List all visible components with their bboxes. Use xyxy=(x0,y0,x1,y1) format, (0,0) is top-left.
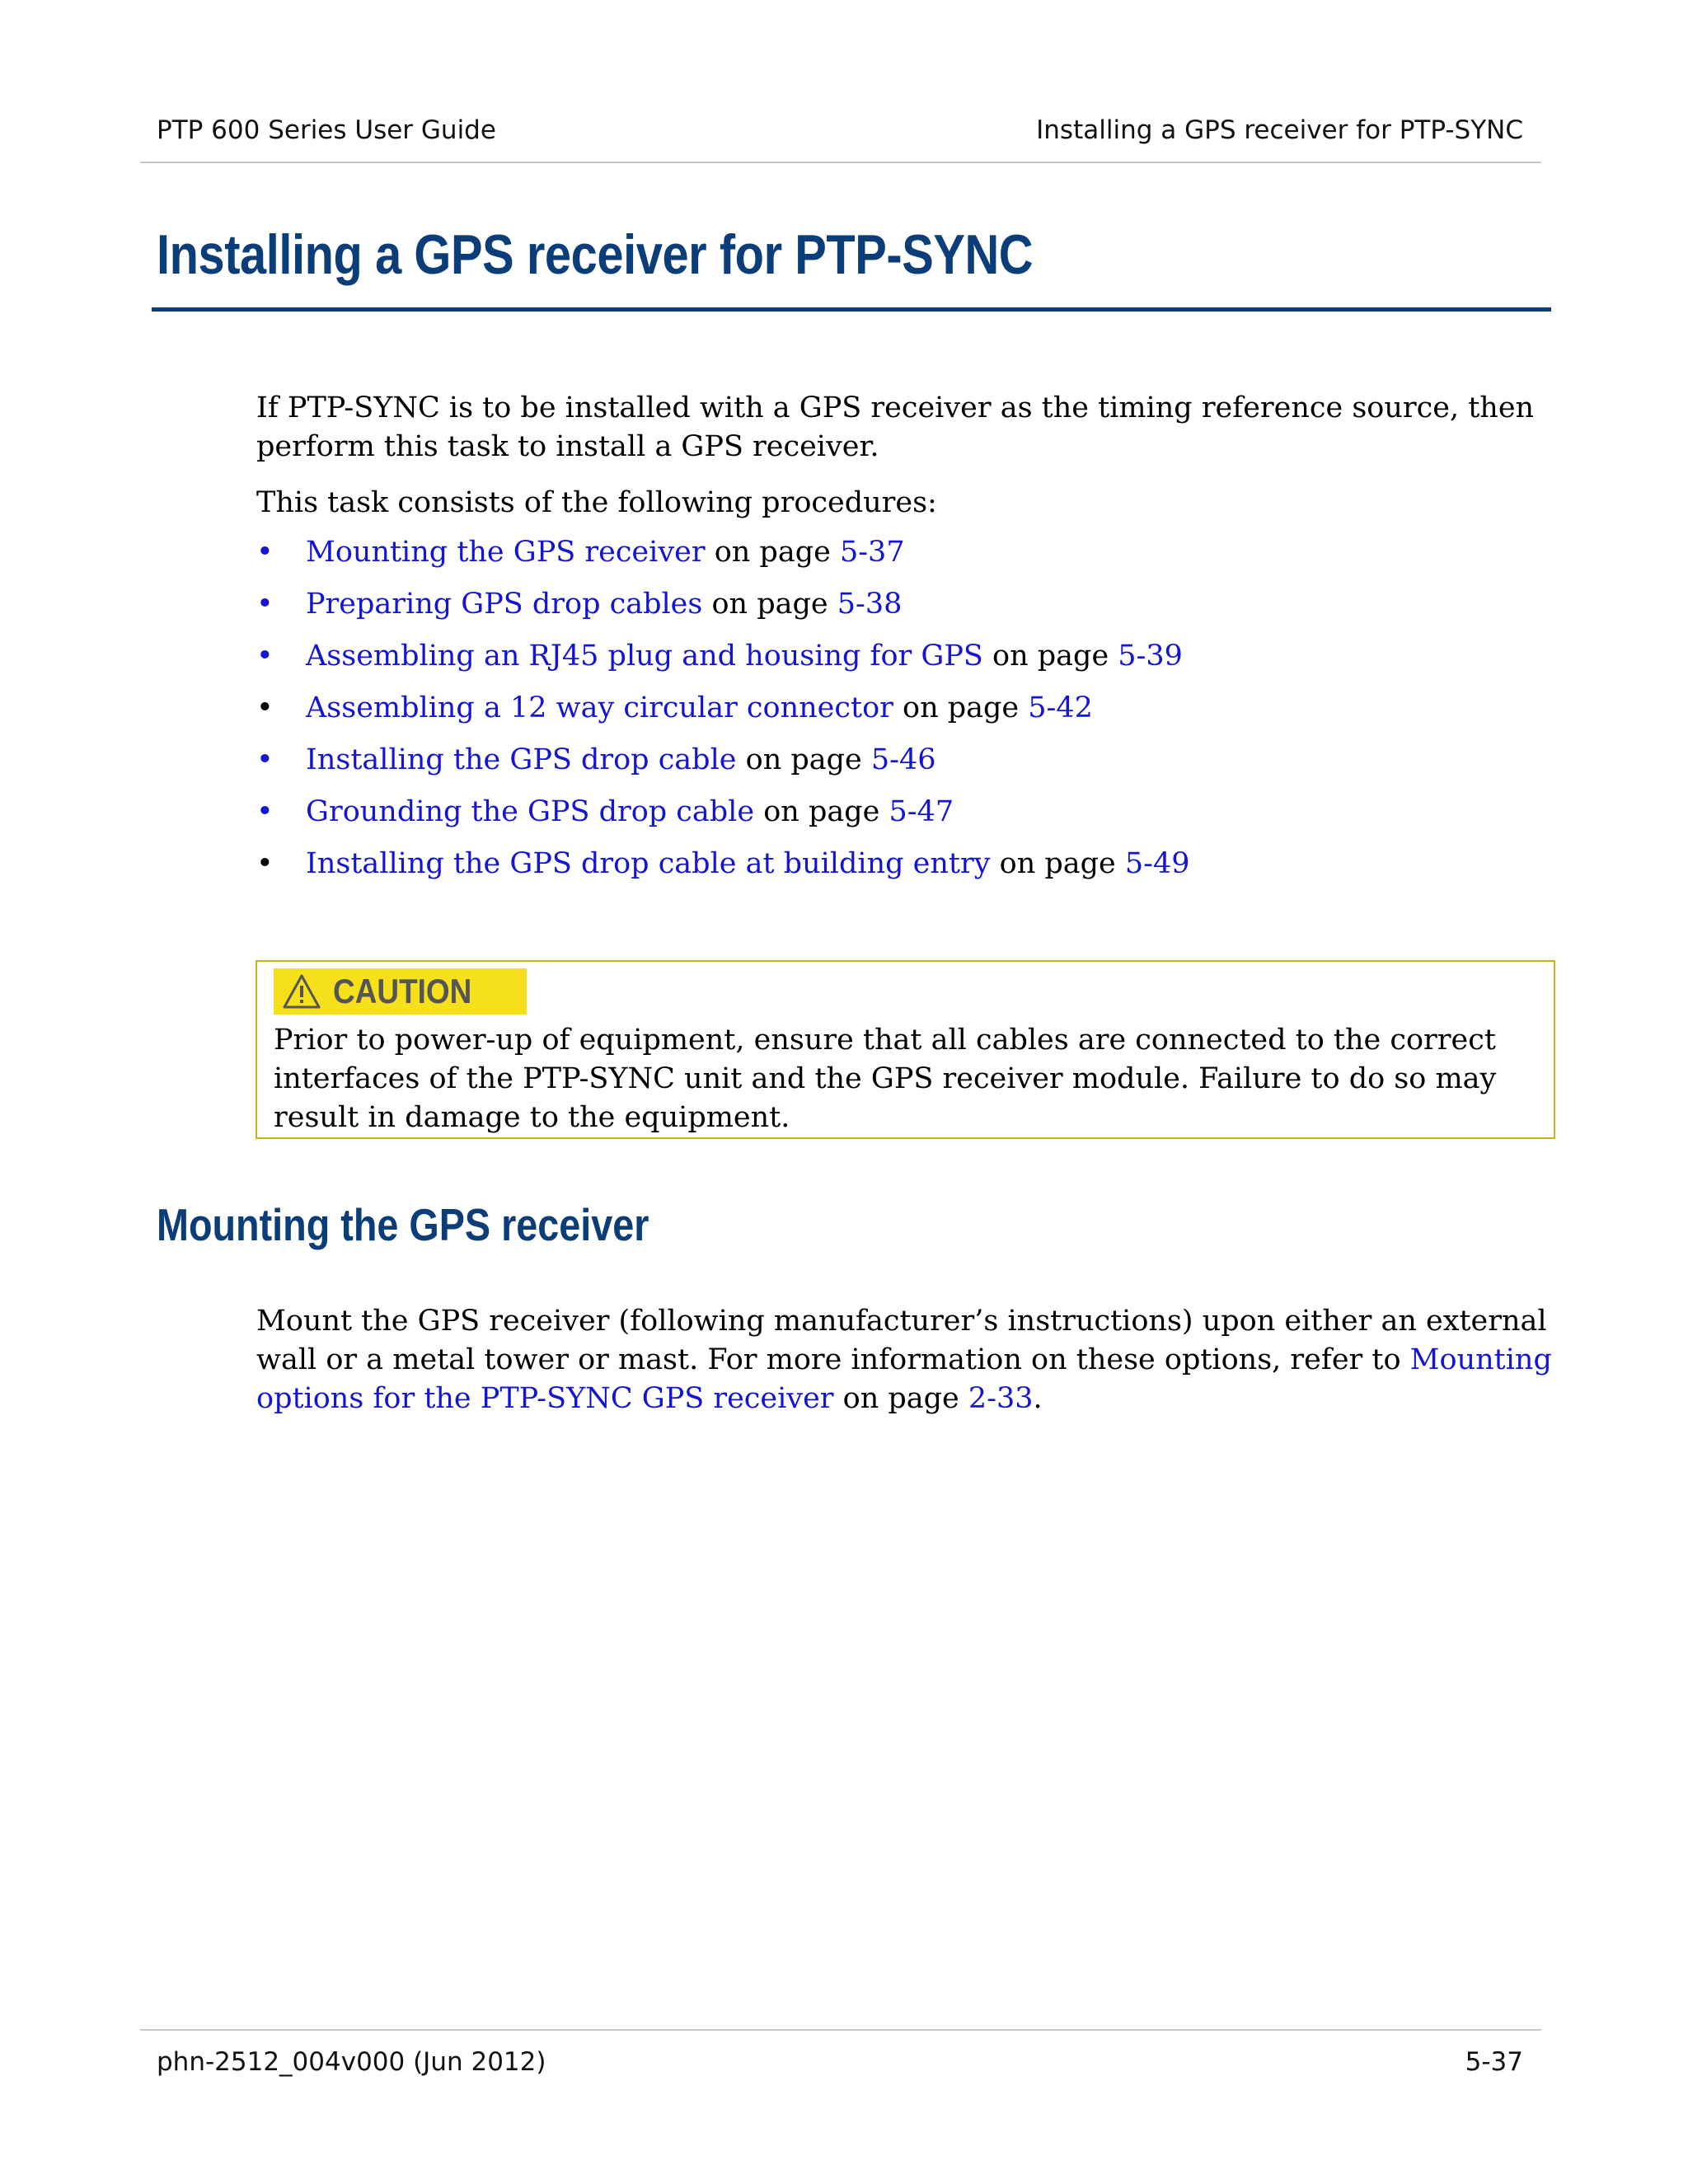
list-item xyxy=(256,533,1190,585)
bullet: • xyxy=(256,795,274,828)
page-ref-link[interactable]: 5-39 xyxy=(1118,640,1183,673)
mounting-options-link[interactable]: Mounting options for the PTP-SYNC GPS receiver xyxy=(256,1343,1552,1415)
footer-doc-id: phn-2512_004v000 (Jun 2012) xyxy=(157,2047,546,2077)
list-item xyxy=(256,585,1190,637)
on-page-text: on page xyxy=(736,743,871,776)
on-page-text: on page xyxy=(702,588,837,621)
list-item xyxy=(256,793,1190,845)
procedure-link[interactable]: Assembling a 12 way circular connector xyxy=(306,691,893,724)
procedure-link[interactable]: Mounting the GPS receiver xyxy=(306,536,706,569)
header-divider xyxy=(140,162,1541,163)
footer-page-number: 5-37 xyxy=(1465,2047,1523,2077)
page-title: Installing a GPS receiver for PTP-SYNC xyxy=(157,223,1034,286)
page-ref-link[interactable]: 5-49 xyxy=(1124,847,1190,880)
procedure-link[interactable]: Grounding the GPS drop cable xyxy=(306,795,755,828)
bullet: • xyxy=(256,847,274,880)
period-text: . xyxy=(1033,1382,1043,1415)
on-page-text: on page xyxy=(893,691,1029,724)
procedure-link[interactable]: Preparing GPS drop cables xyxy=(306,588,703,621)
on-page-text: on page xyxy=(705,536,840,569)
footer-divider xyxy=(140,2029,1541,2031)
caution-label: CAUTION xyxy=(333,972,472,1010)
caution-box xyxy=(256,960,1555,1139)
procedure-link[interactable]: Assembling an RJ45 plug and housing for GPS xyxy=(306,640,983,673)
page-ref-link[interactable]: 5-38 xyxy=(837,588,903,621)
procedures-intro: This task consists of the following procedures: xyxy=(256,486,937,519)
list-item xyxy=(256,845,1190,897)
on-page-text: on page xyxy=(990,847,1125,880)
page-ref-link[interactable]: 5-46 xyxy=(870,743,936,776)
list-item xyxy=(256,637,1190,689)
intro-paragraph: If PTP-SYNC is to be installed with a GPS receiver as the timing reference source, then perform this task to install a GPS receiver. xyxy=(256,391,1535,463)
mounting-text: Mount the GPS receiver (following manufacturer’s instructions) upon either an external wall or a metal tower or mast. For more information on these options, refer to xyxy=(256,1305,1547,1376)
list-item xyxy=(256,741,1190,793)
page-ref-link[interactable]: 2-33 xyxy=(968,1382,1034,1415)
page-ref-link[interactable]: 5-47 xyxy=(889,795,954,828)
bullet: • xyxy=(256,536,274,569)
bullet: • xyxy=(256,640,274,673)
header-guide-title: PTP 600 Series User Guide xyxy=(157,115,496,145)
procedure-link[interactable]: Installing the GPS drop cable at building entry xyxy=(306,847,991,880)
on-page-text: on page xyxy=(754,795,889,828)
on-page-text: on page xyxy=(982,640,1118,673)
caution-badge xyxy=(274,968,527,1015)
page-ref-link[interactable]: 5-37 xyxy=(839,536,905,569)
mounting-paragraph xyxy=(256,1302,1559,1418)
bullet: • xyxy=(256,588,274,621)
title-underline xyxy=(152,307,1551,312)
on-page-text: on page xyxy=(833,1382,968,1415)
caution-text: Prior to power-up of equipment, ensure that all cables are connected to the correct interfaces of the PTP-SYNC unit and the GPS receiver module. Failure to do so may result in damage to the equipment. xyxy=(274,1024,1497,1134)
procedure-list xyxy=(256,533,1190,897)
section-heading: Mounting the GPS receiver xyxy=(157,1199,649,1250)
bullet: • xyxy=(256,691,274,724)
bullet: • xyxy=(256,743,274,776)
list-item xyxy=(256,689,1190,741)
page-ref-link[interactable]: 5-42 xyxy=(1028,691,1093,724)
procedure-link[interactable]: Installing the GPS drop cable xyxy=(306,743,737,776)
warning-triangle-icon xyxy=(282,973,321,1010)
header-section-title: Installing a GPS receiver for PTP-SYNC xyxy=(1036,115,1523,145)
